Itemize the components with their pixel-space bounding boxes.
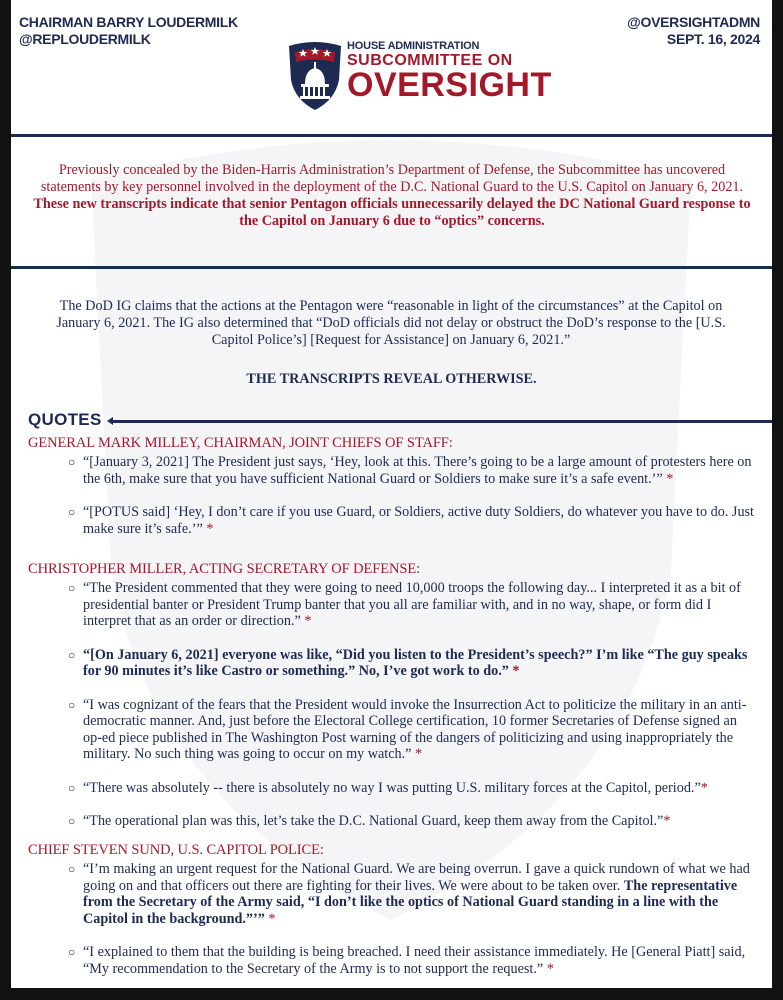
- section-title: CHRISTOPHER MILLER, ACTING SECRETARY OF DEFENSE:: [28, 561, 421, 577]
- quote-item: [28, 647, 758, 680]
- quote-item: [28, 780, 758, 797]
- chairman-name: CHAIRMAN BARRY LOUDERMILK: [19, 14, 238, 30]
- quote-item: [28, 813, 758, 830]
- footnote-star: *: [304, 613, 312, 629]
- footnote-star: *: [546, 960, 554, 977]
- quote-text: “The President commented that they were going to need 10,000 troops the following day... I interpreted it as a bit of presidential banter or President Trump banter that you all are familiar with, and in no way, shape, or form did I interpret that as an order or direction.”: [83, 580, 741, 629]
- circle-bullet-icon: ○: [68, 581, 76, 595]
- header-right: [627, 14, 760, 48]
- logo-line-subcommittee: SUBCOMMITTEE ON: [347, 52, 513, 69]
- circle-bullet-icon: ○: [68, 505, 76, 519]
- quotes-heading-rule: [111, 420, 772, 423]
- intro-bold-text: These new transcripts indicate that senior Pentagon officials unnecessarily delayed the DC National Guard response to the Capitol on January 6 due to “optics” concerns.: [33, 196, 751, 229]
- header-divider: [11, 134, 772, 137]
- section-milley: [28, 435, 758, 537]
- quote-item: [28, 697, 758, 763]
- section-title: CHIEF STEVEN SUND, U.S. CAPITOL POLICE:: [28, 842, 324, 858]
- quote-bold-text: The representative from the Secretary of the Army said, “I don’t like the optics of National Guard standing in a line with the Capitol in the background.”’”: [83, 877, 738, 927]
- intro-text: Previously concealed by the Biden-Harris Administration’s Department of Defense, the Subcommittee has uncovered statements by key personnel involved in the deployment of the D.C. National Guard to the U.S. Capitol on January 6, 2021.: [40, 162, 744, 195]
- circle-bullet-icon: ○: [68, 780, 76, 795]
- quote-text: “[January 3, 2021] The President just says, ‘Hey, look at this. There’s going to be a large amount of protesters here on the 6th, make sure that you have sufficient National Guard or Soldiers to make sure it’s a safe event.’”: [83, 454, 752, 487]
- logo-wordmark: [347, 40, 552, 104]
- section-title: GENERAL MARK MILLEY, CHAIRMAN, JOINT CHIEFS OF STAFF:: [28, 435, 453, 451]
- document-date: SEPT. 16, 2024: [666, 31, 760, 47]
- intro-divider: [11, 266, 772, 269]
- logo-line-oversight: OVERSIGHT: [347, 66, 552, 104]
- quote-item: [28, 861, 758, 927]
- footnote-star: *: [206, 520, 214, 537]
- circle-bullet-icon: ○: [68, 455, 76, 469]
- footnote-star: *: [512, 663, 520, 679]
- footnote-star: *: [666, 470, 674, 487]
- committee-handle: @OVERSIGHTADMN: [627, 14, 760, 30]
- footnote-star: *: [415, 746, 423, 762]
- footnote-star: *: [700, 779, 708, 796]
- quotes-heading: QUOTES: [28, 410, 102, 429]
- quote-item: [28, 504, 758, 537]
- reveal-heading: THE TRANSCRIPTS REVEAL OTHERWISE.: [246, 371, 537, 387]
- circle-bullet-icon: ○: [68, 945, 76, 959]
- quote-item: [28, 944, 758, 977]
- quote-text: “[POTUS said] ‘Hey, I don’t care if you use Guard, or Soldiers, active duty Soldiers, do whatever you have to do. Just make sure it’s safe.’”: [83, 504, 755, 537]
- ig-paragraph: The DoD IG claims that the actions at the Pentagon were “reasonable in light of the circumstances” at the Capitol on January 6, 2021. The IG also determined that “DoD officials did not delay or obstruct the DoD’s response to the [U.S. Capitol Police’s] [Request for Assistance] on January 6, 2021.”: [56, 298, 726, 348]
- footnote-star: *: [268, 910, 276, 927]
- capitol-shield-icon: [287, 40, 343, 112]
- circle-bullet-icon: ○: [68, 697, 76, 712]
- circle-bullet-icon: ○: [68, 862, 76, 876]
- section-miller: [28, 561, 758, 830]
- circle-bullet-icon: ○: [68, 647, 76, 662]
- quote-text: “I’m making an urgent request for the National Guard. We are being overrun. I gave a quick rundown of what we had going on and that officers out there are fighting for their lives. We were about to be taken over.: [83, 861, 750, 894]
- quote-text: “[On January 6, 2021] everyone was like, “Did you listen to the President’s speech?” I’m like “The guy speaks for 90 minutes it’s like Castro or something.” No, I’ve got work to do.”: [83, 646, 748, 679]
- circle-bullet-icon: ○: [68, 814, 76, 828]
- quote-text: “The operational plan was this, let’s take the D.C. National Guard, keep them away from the Capitol.”: [83, 813, 664, 829]
- document-page: [11, 0, 772, 988]
- intro-paragraph: [33, 162, 751, 230]
- subcommittee-logo: [287, 40, 552, 116]
- quote-text: “I was cognizant of the fears that the President would invoke the Insurrection Act to politicize the military in an anti-democratic manner. And, just before the Electoral College certification, 10 former Secretaries of Defense signed an op-ed piece published in The Washington Post warning of the dangers of politicizing and using inappropriately the military. No such thing was going to occur on my watch.”: [83, 696, 747, 762]
- quote-text: “There was absolutely -- there is absolutely no way I was putting U.S. military forces at the Capitol, period.”: [83, 779, 701, 796]
- quote-item: [28, 454, 758, 487]
- quote-item: [28, 580, 758, 630]
- section-sund: [28, 842, 758, 977]
- logo-line-house: HOUSE ADMINISTRATION: [347, 40, 480, 52]
- chairman-handle: @REPLOUDERMILK: [19, 31, 151, 47]
- quote-text: “I explained to them that the building is being breached. I need their assistance immediately. He [General Piatt] said, “My recommendation to the Secretary of the Army is to not support the request.”: [83, 944, 746, 977]
- header-left: [19, 14, 238, 48]
- footnote-star: *: [663, 813, 671, 829]
